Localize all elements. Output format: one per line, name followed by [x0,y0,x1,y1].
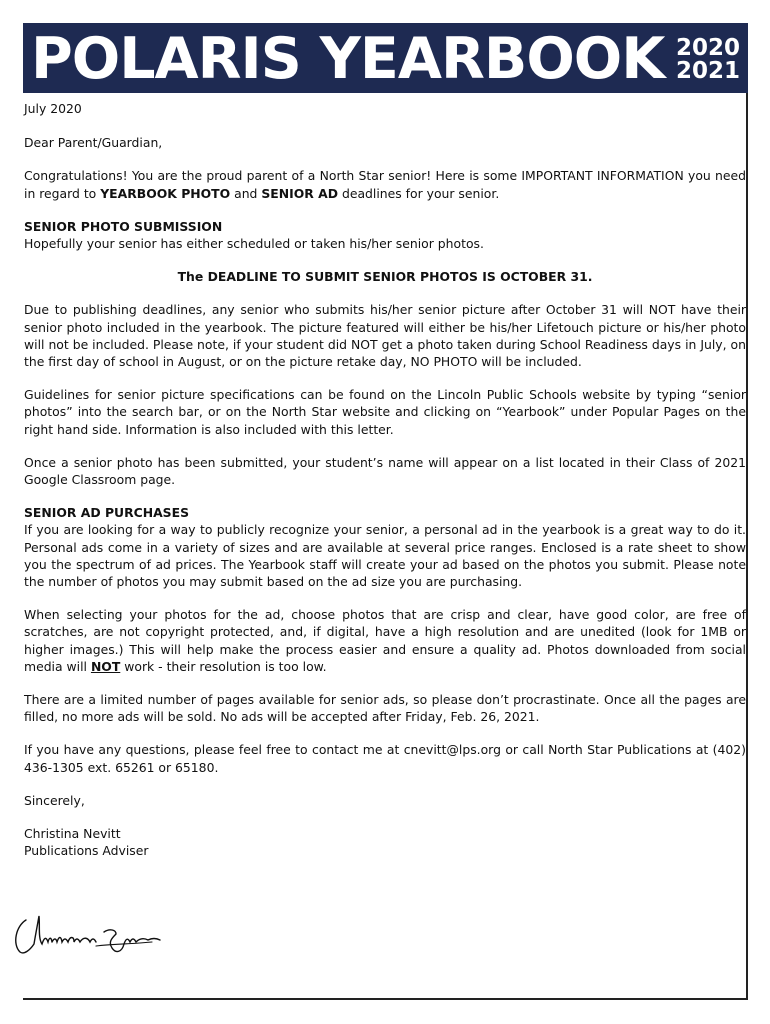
banner-title: POLARIS YEARBOOK [31,26,665,92]
adviser-role: Publications Adviser [24,843,149,859]
photo-line: Hopefully your senior has either scheduled or taken his/her senior photos. [24,236,484,252]
intro-yearbook-photo: YEARBOOK PHOTO [100,185,231,201]
select-text-a: When selecting your photos for the ad, choose photos that are crisp and clear, have good color, are free of scratches, are not copyright protected, and, if digital, have a high resolution and are unedited (look for 1MB or higher images.) This will help make the process easier and ensure a quality ad. Photos downloaded from social media will [24,607,746,674]
limited-paragraph: There are a limited number of pages available for senior ads, so please don’t procrastinate. Once all the pages are filled, no more ads will be sold. No ads will be accepted after Friday, Feb. 26, 2021. [24,692,746,725]
intro-text-a: Congratulations! You are the proud parent of a North Star senior! Here is some IMPORTANT INFORMATION you need in regard to [24,168,746,201]
salutation: Dear Parent/Guardian, [24,135,163,151]
letter-date: July 2020 [24,101,82,116]
guidelines-paragraph: Guidelines for senior picture specifications can be found on the Lincoln Public Schools website by typing “senior photos” into the search bar, or on the North Star website and clicking on “Yearbook” under Popular Pages on the right hand side. Information is also included with this letter. [24,387,746,437]
submitted-paragraph: Once a senior photo has been submitted, your student’s name will appear on a list located in their Class of 2021 Google Classroom page. [24,454,746,488]
letter-body [24,100,746,876]
photo-section [24,218,746,252]
intro-paragraph [24,167,746,201]
adviser-name: Christina Nevitt [24,826,121,842]
yearbook-banner [23,23,748,93]
ads-paragraph: If you are looking for a way to publicly recognize your senior, a personal ad in the yearbook is a great way to do it. Personal ads come in a variety of sizes and are available at several price ranges. Enclosed is a rate sheet to show you the spectrum of ad prices. The Yearbook staff will create your ad based on the photos you submit. Please note the number of photos you may submit based on the ad size you are purchasing. [24,522,746,590]
intro-text-e: deadlines for your senior. [338,185,500,201]
ad-section [24,504,746,590]
intro-text-c: and [230,185,262,201]
selecting-paragraph [24,606,746,675]
banner-year-bottom: 2021 [675,58,740,84]
contact-paragraph: If you have any questions, please feel free to contact me at cnevitt@lps.org or call North Star Publications at (402) 436-1305 ext. 65261 or 65180. [24,742,746,775]
signature-block [24,825,746,859]
select-not: NOT [90,658,121,674]
publishing-paragraph: Due to publishing deadlines, any senior who submits his/her senior picture after October 31 will NOT have their senior photo included in the yearbook. The picture featured will either be his/her Lifetouch picture or his/her photo will not be included. Please note, if your student did NOT get a photo taken during School Readiness days in July, on the first day of school in August, or on the picture retake day, NO PHOTO will be included. [24,302,746,370]
ad-heading: SENIOR AD PURCHASES [24,505,189,521]
photo-heading: SENIOR PHOTO SUBMISSION [24,218,223,234]
banner-year-top: 2020 [675,35,740,61]
select-text-b: work - their resolution is too low. [120,658,327,674]
deadline-line: The DEADLINE TO SUBMIT SENIOR PHOTOS IS OCTOBER 31. [177,269,593,285]
handwritten-signature [12,908,162,960]
banner-years [676,37,740,83]
closing: Sincerely, [24,792,85,808]
intro-senior-ad: SENIOR AD [261,185,339,201]
